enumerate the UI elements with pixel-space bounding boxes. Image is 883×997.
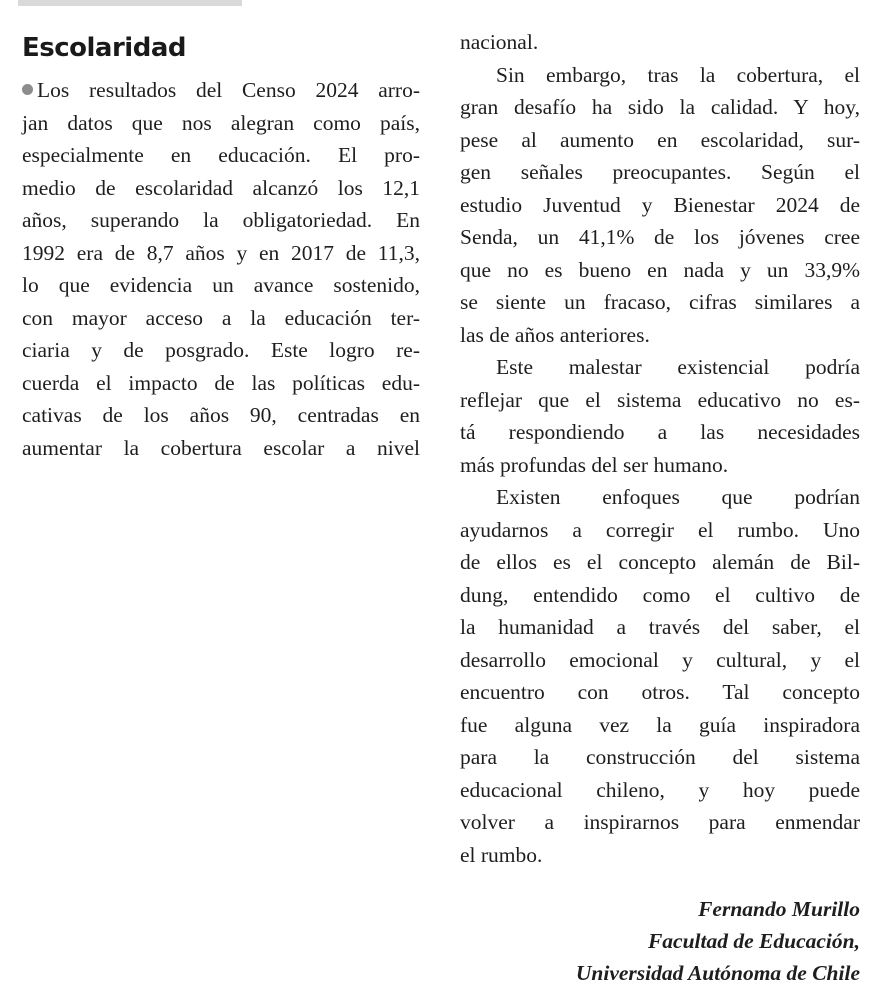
text-line: el rumbo. — [460, 842, 543, 867]
text-line: Los resultados del Censo 2024 arro- — [22, 74, 420, 107]
text-line: cativas de los años 90, centradas en — [22, 403, 420, 427]
author-university: Universidad Autónoma de Chile — [575, 961, 860, 985]
text-line: desarrollo emocional y cultural, y el — [460, 647, 860, 672]
text-line: gran desafío ha sido la calidad. Y hoy, — [460, 95, 860, 119]
text-line: 1992 era de 8,7 años y en 2017 de 11,3, — [22, 240, 420, 265]
text-line: Sin embargo, tras la cobertura, el — [496, 62, 860, 87]
text-line: ayudarnos a corregir el rumbo. Uno — [460, 517, 860, 542]
text-line: Senda, un 41,1% de los jóvenes cree — [460, 225, 860, 249]
text-line: ciaria y de posgrado. Este logro re- — [22, 338, 420, 362]
text-line: que no es bueno en nada y un 33,9% — [460, 257, 860, 282]
text-line: las de años anteriores. — [460, 322, 650, 347]
text-line: años, superando la obligatoriedad. En — [22, 208, 420, 232]
text-line: tá respondiendo a las necesidades — [460, 420, 860, 444]
bullet-icon — [22, 84, 33, 95]
text-line: de ellos es el concepto alemán de Bil- — [460, 550, 860, 574]
text-line: con mayor acceso a la educación ter- — [22, 305, 420, 330]
text-line: pese al aumento en escolaridad, sur- — [460, 127, 860, 152]
text-line: jan datos que nos alegran como país, — [22, 110, 420, 135]
article-title: Escolaridad — [22, 33, 186, 63]
text-line: especialmente en educación. El pro- — [22, 143, 420, 167]
text-line: Existen enfoques que podrían — [496, 485, 860, 509]
text-line: encuentro con otros. Tal concepto — [460, 680, 860, 704]
text-line: reflejar que el sistema educativo no es- — [460, 387, 860, 412]
text-line: Este malestar existencial podría — [496, 355, 860, 379]
text-line: lo que evidencia un avance sostenido, — [22, 273, 420, 297]
text-line: se siente un fracaso, cifras similares a — [460, 290, 860, 314]
text-line: educacional chileno, y hoy puede — [460, 777, 860, 802]
text-line: aumentar la cobertura escolar a nivel — [22, 435, 420, 460]
text-line: cuerda el impacto de las políticas edu- — [22, 370, 420, 395]
author-faculty: Facultad de Educación, — [647, 929, 860, 953]
text-line: dung, entendido como el cultivo de — [460, 582, 860, 607]
top-rule — [18, 0, 242, 6]
text-line: nacional. — [460, 30, 539, 54]
text-line: la humanidad a través del saber, el — [460, 615, 860, 639]
text-line: estudio Juventud y Bienestar 2024 de — [460, 192, 860, 217]
text-line: fue alguna vez la guía inspiradora — [460, 712, 860, 737]
text-line: gen señales preocupantes. Según el — [460, 160, 860, 184]
text-line: más profundas del ser humano. — [460, 452, 729, 477]
text-line: para la construcción del sistema — [460, 745, 860, 769]
text-line: medio de escolaridad alcanzó los 12,1 — [22, 175, 420, 200]
author-name: Fernando Murillo — [698, 897, 860, 921]
text-line: volver a inspirarnos para enmendar — [460, 810, 860, 834]
